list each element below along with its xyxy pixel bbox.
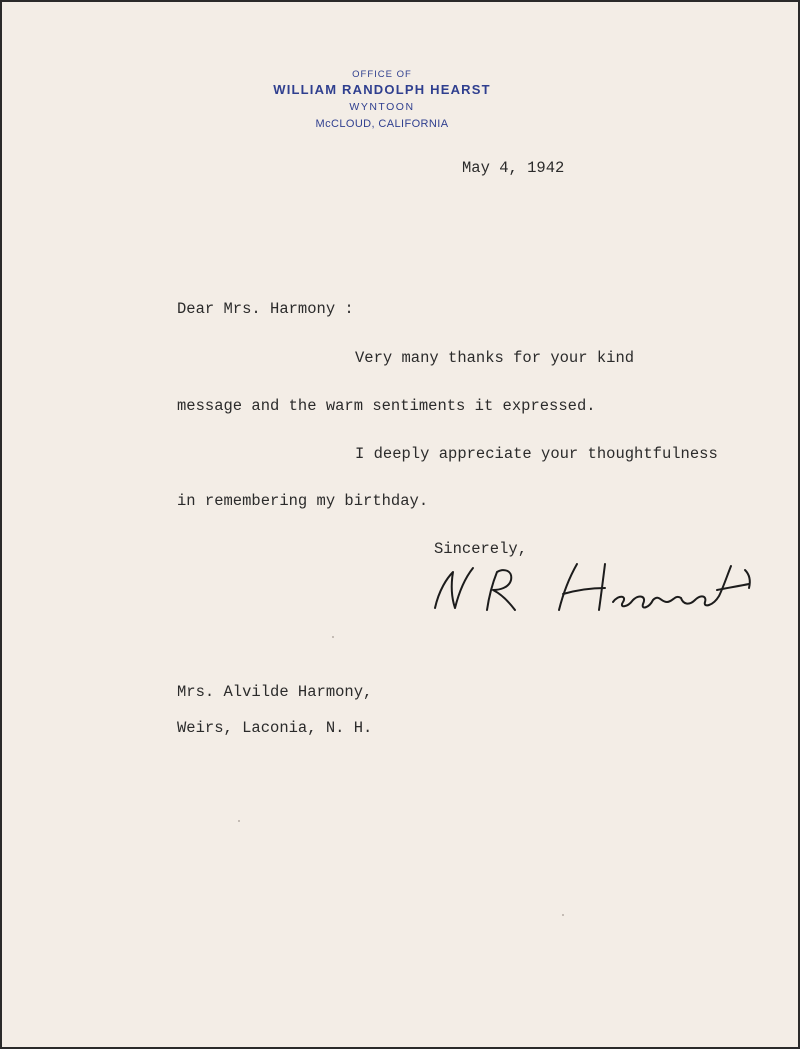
recipient-name: Mrs. Alvilde Harmony,: [177, 683, 373, 701]
paper-speck: [562, 914, 564, 916]
body-line-3: I deeply appreciate your thoughtfulness: [355, 445, 718, 463]
letter-salutation: Dear Mrs. Harmony :: [177, 300, 354, 318]
letterhead-name: WILLIAM RANDOLPH HEARST: [273, 82, 491, 97]
paper-speck: [332, 636, 334, 638]
letterhead: [262, 68, 502, 133]
letterhead-office-of: OFFICE OF: [352, 69, 412, 80]
letter-date: May 4, 1942: [462, 159, 565, 177]
recipient-address: Weirs, Laconia, N. H.: [177, 719, 373, 737]
handwritten-signature: [427, 550, 772, 622]
body-line-1: Very many thanks for your kind: [355, 349, 635, 367]
body-line-2: message and the warm sentiments it expressed.: [177, 397, 596, 415]
paper-speck: [238, 820, 240, 822]
body-line-4: in remembering my birthday.: [177, 492, 429, 510]
letter-closing: Sincerely,: [434, 540, 528, 558]
letterhead-estate: WYNTOON: [349, 101, 415, 113]
letterhead-location: McCLOUD, CALIFORNIA: [315, 118, 449, 130]
